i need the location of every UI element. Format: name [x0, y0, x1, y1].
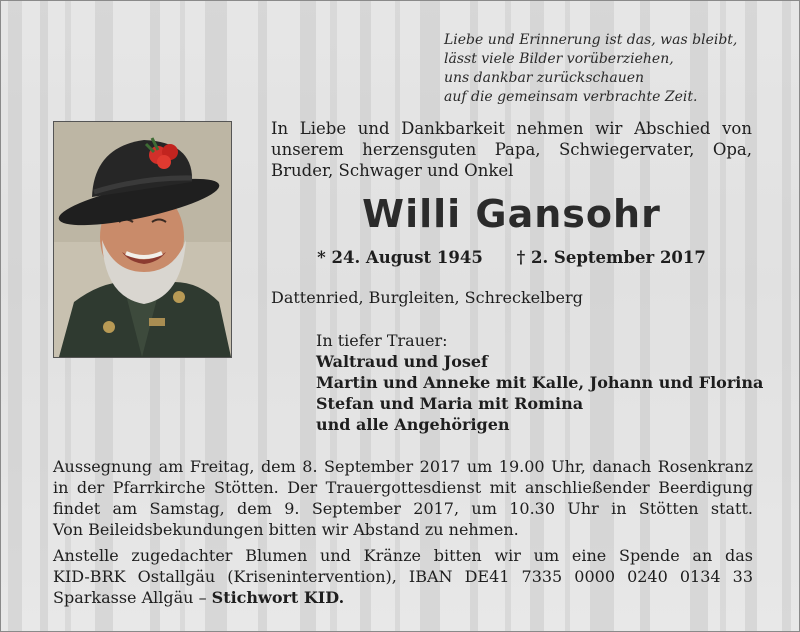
donation-line: Anstelle zugedachter Blumen und Kränze bitten wir um eine Spende an das — [53, 546, 753, 565]
mourner-entry: Stefan und Maria mit Romina — [316, 394, 584, 413]
intro-line: In Liebe und Dankbarkeit nehmen wir Abschied von — [271, 119, 752, 138]
service-line: findet am Samstag, dem 9. September 2017, um 10.30 Uhr in Stötten statt. — [53, 499, 753, 518]
funeral-service-info — [53, 456, 753, 540]
poem-line: auf die gemeinsam verbrachte Zeit. — [444, 89, 698, 105]
death-date: † 2. September 2017 — [516, 248, 706, 267]
deceased-name: Willi Gansohr — [362, 192, 661, 236]
mourners-block — [316, 330, 763, 435]
donation-request — [53, 545, 753, 608]
mourner-entry: und alle Angehörigen — [316, 415, 510, 434]
bank-name: Sparkasse Allgäu – — [53, 588, 212, 607]
farewell-intro — [271, 118, 752, 181]
mourner-entry: Waltraud und Josef — [316, 352, 488, 371]
poem-line: lässt viele Bilder vorüberziehen, — [444, 51, 674, 67]
mourners-heading: In tiefer Trauer: — [316, 331, 448, 350]
intro-line: Bruder, Schwager und Onkel — [271, 161, 514, 180]
poem-line: uns dankbar zurückschauen — [444, 70, 645, 86]
donation-line: KID-BRK Ostallgäu (Krisenintervention), IBAN DE41 7335 0000 0240 0134 33 — [53, 567, 753, 586]
portrait-photo — [53, 121, 232, 358]
poem-line: Liebe und Erinnerung ist das, was bleibt, — [444, 32, 738, 48]
service-line: Aussegnung am Freitag, dem 8. September 2017 um 19.00 Uhr, danach Rosenkranz — [53, 457, 753, 476]
donation-line — [53, 587, 753, 608]
service-line: Von Beileidsbekundungen bitten wir Abstand zu nehmen. — [53, 520, 519, 539]
birth-date: * 24. August 1945 — [317, 248, 483, 267]
memorial-poem — [444, 31, 784, 107]
mourner-entry: Martin und Anneke mit Kalle, Johann und Florina — [316, 373, 764, 392]
donation-keyword: Stichwort KID. — [211, 588, 345, 607]
service-line: in der Pfarrkirche Stötten. Der Trauergottesdienst mit anschließender Beerdigung — [53, 478, 753, 497]
life-dates — [271, 248, 752, 267]
intro-line: unserem herzensguten Papa, Schwiegervater, Opa, — [271, 140, 752, 159]
residence-places: Dattenried, Burgleiten, Schreckelberg — [271, 288, 583, 307]
